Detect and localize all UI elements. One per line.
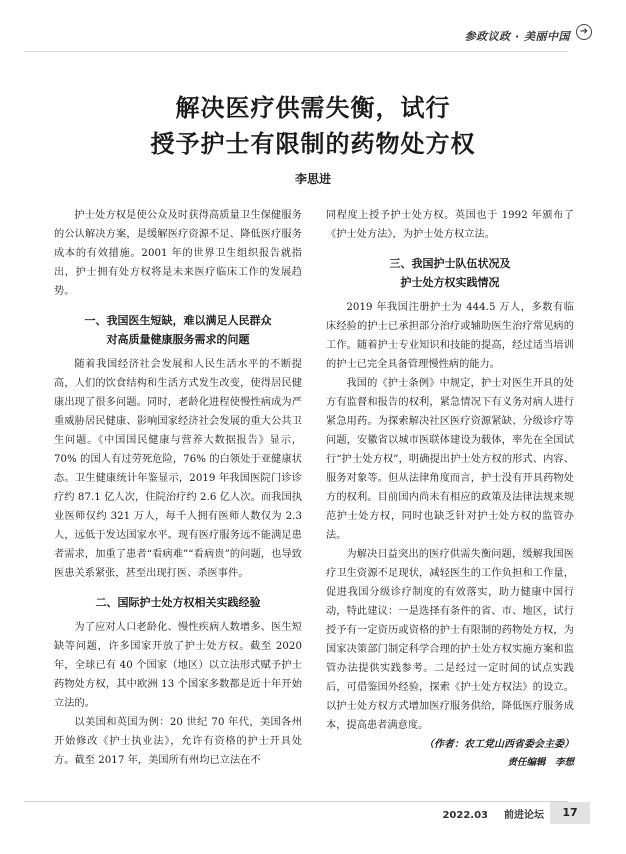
page-number: 17 bbox=[550, 802, 590, 824]
header-divider bbox=[24, 51, 568, 52]
section3-paragraph3: 为解决日益突出的医疗供需失衡问题，缓解我国医疗卫生资源不足现状，减轻医生的工作负担和工作量，促进我国分级诊疗制度的有效落实，助力健康中国行动，特此建议：一是选择有条件的省、市、地区，试行授予有一定资历或资格的护士有限制的药物处方权，为国家决策部门制定科学合理的护士处方权实施方案和监管办法提供实践参考。二是经过一定时间的试点实践后，可借鉴国外经验，探索《护士处方权法》的设立。以护士处方权方式增加医疗服务供给，降低医疗服务成本，提高患者满意度。 bbox=[326, 549, 574, 731]
section1-heading bbox=[54, 311, 302, 349]
responsible-editor: 责任编辑 李想 bbox=[507, 757, 574, 768]
section3-paragraph2: 我国的《护士条例》中规定，护士对医生开具的处方有监督和报告的权利，紧急情况下有义务对病人进行紧急用药。为探索解决社区医疗资源紧缺、分级诊疗等问题，安徽省以城市医联体建设为载体，率先在全国试行“护士处方权”，明确提出护士处方权的形式、内容、服务对象等。但从法律角度而言，护士没有开具药物处方的权利。目前国内尚未有相应的政策及法律法规来规范护士处方权，同时也缺乏针对护士处方权的监管办法。 bbox=[326, 378, 574, 541]
author-note: （作者：农工党山西省委会主委） bbox=[424, 739, 574, 750]
section1-heading-line2: 对高质量健康服务需求的问题 bbox=[106, 333, 250, 346]
circle-arrow-icon: ➜ bbox=[576, 24, 592, 40]
magazine-name: 前进论坛 bbox=[504, 810, 544, 821]
article-title-line2: 授予护士有限制的药物处方权 bbox=[150, 130, 476, 158]
continuation-paragraph: 同程度上授予护士处方权。英国也于 1992 年颁布了《护士处方法》，为护士处方权立法。 bbox=[326, 210, 574, 240]
page-header bbox=[0, 22, 626, 52]
article-author: 李思进 bbox=[294, 172, 331, 186]
section3-heading-line2: 护士处方权实践情况 bbox=[400, 276, 500, 289]
section2-heading: 二、国际护士处方权相关实践经验 bbox=[95, 596, 261, 609]
section2-paragraph1: 为了应对人口老龄化、慢性疾病人数增多、医生短缺等问题，许多国家开放了护士处方权。截至 2020 年，全球已有 40 个国家（地区）以立法形式赋予护士药物处方权，其中欧洲 13 个国家多数都是近十年开始立法的。 bbox=[54, 622, 302, 709]
section3-heading-line1: 三、我国护士队伍状况及 bbox=[389, 257, 511, 270]
right-column bbox=[326, 206, 574, 772]
section3-paragraph1: 2019 年我国注册护士为 444.5 万人，多数有临床经验的护士已承担部分治疗或辅助医生治疗常见病的工作。随着护士专业知识和技能的提高，经过适当培训的护士已完全具备管理慢性病的能力。 bbox=[326, 302, 574, 370]
section1-paragraph: 随着我国经济社会发展和人民生活水平的不断提高，人们的饮食结构和生活方式发生改变，使得居民健康出现了很多问题。同时，老龄化进程使慢性病成为严重威胁居民健康、影响国家经济社会发展的重大公共卫生问题。《中国国民健康与营养大数据报告》显示，70% 的国人有过劳死危险，76% 的白领处于亚健康状态。卫生健康统计年鉴显示，2019 年我国医院门诊诊疗约 87.1 亿人次，住院治疗约 2.6 亿人次。而我国执业医师仅约 321 万人，每千人拥有医师人数仅为 2.3 人，远低于发达国家水平。现有医疗服务远不能满足患者需求，加重了患者“看病难”“看病贵”的问题，也导致医患关系紧张，甚至出现打医、杀医事件。 bbox=[54, 359, 302, 579]
issue-date: 2022.03 bbox=[442, 810, 488, 821]
section3-heading bbox=[326, 254, 574, 292]
header-section-label: 参政议政 · 美丽中国 bbox=[464, 30, 570, 43]
article-title-line1: 解决医疗供需失衡，试行 bbox=[175, 94, 451, 122]
left-column bbox=[54, 206, 302, 770]
intro-paragraph: 护士处方权是使公众及时获得高质量卫生保健服务的公认解决方案，是缓解医疗资源不足、降低医疗服务成本的有效措施。2001 年的世界卫生组织报告就指出，护士拥有处方权将是未来医疗临床工作的发展趋势。 bbox=[54, 210, 302, 297]
page-footer bbox=[442, 806, 544, 821]
footer-divider bbox=[24, 801, 568, 802]
section1-heading-line1: 一、我国医生短缺，难以满足人民群众 bbox=[84, 314, 272, 327]
section2-paragraph2: 以美国和英国为例：20 世纪 70 年代，美国各州开始修改《护士执业法》，允许有资格的护士开具处方。截至 2017 年，美国所有州均已立法在不 bbox=[54, 717, 302, 766]
